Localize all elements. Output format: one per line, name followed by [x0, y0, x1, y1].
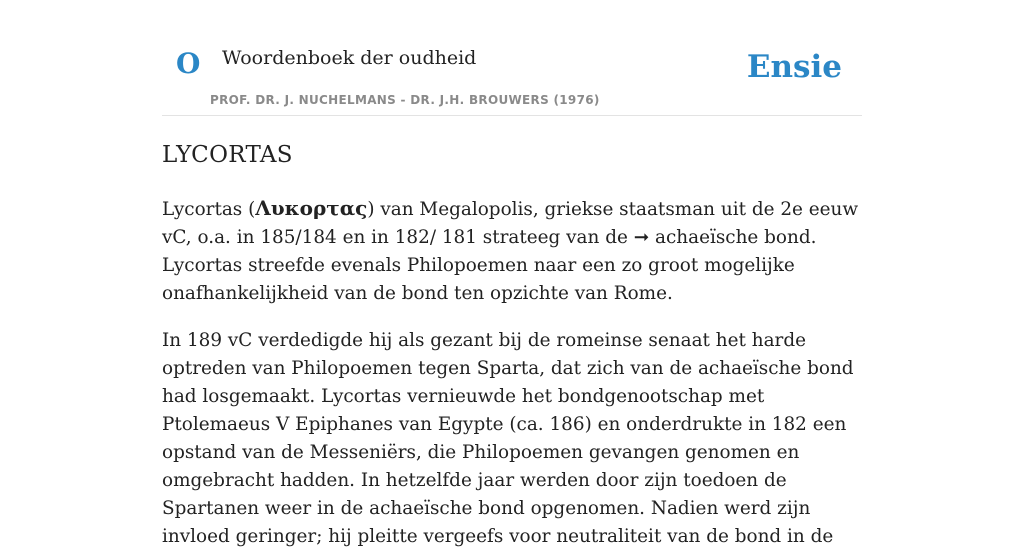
p1-text-end: . Lycortas streefde evenals Philopoemen naar een zo groot mogelijke onafhankelijkheid van de bond ten opzichte van Rome. [162, 226, 817, 304]
dictionary-authors: PROF. DR. J. NUCHELMANS - DR. J.H. BROUWERS (1976) [210, 93, 600, 107]
cross-reference-link[interactable] [634, 227, 811, 248]
p1-text-start: Lycortas ( [162, 198, 256, 220]
p1-text-middle: ) van Megalopolis, griekse staatsman uit de 2e eeuw vC, o.a. in 185/184 en in 182/ 181 strateeg van de [162, 198, 859, 248]
entry-paragraph-2: In 189 vC verdedigde hij als gezant bij de romeinse senaat het harde optreden van Philopoemen tegen Sparta, dat zich van de achaeïsche bond had losgemaakt. Lycortas vernieuwde het bondgenootschap met Ptolemaeus V Epiphanes van Egypte (ca. 186) en onderdrukte in 182 een opstand van de Messeniërs, die Philopoemen gevangen genomen en omgebracht hadden. In hetzelfde jaar werden door zijn toedoen de Spartanen weer in de achaeïsche bond opgenomen. Nadien werd zijn invloed geringer; hij pleitte vergeefs voor neutraliteit van de bond in de [162, 329, 854, 547]
cross-reference-label: achaeïsche bond [655, 226, 811, 248]
page [162, 0, 862, 551]
greek-name: Λυκορτας [255, 195, 368, 220]
arrow-right-icon: ➞ [633, 226, 650, 248]
dictionary-header [162, 0, 862, 116]
entry-paragraph-1 [162, 194, 862, 308]
ensie-logo[interactable]: Ensie [746, 49, 842, 85]
dictionary-title[interactable]: Woordenboek der oudheid [222, 47, 477, 69]
dictionary-letter-icon[interactable]: O [176, 47, 201, 80]
entry-title: LYCORTAS [162, 142, 293, 168]
